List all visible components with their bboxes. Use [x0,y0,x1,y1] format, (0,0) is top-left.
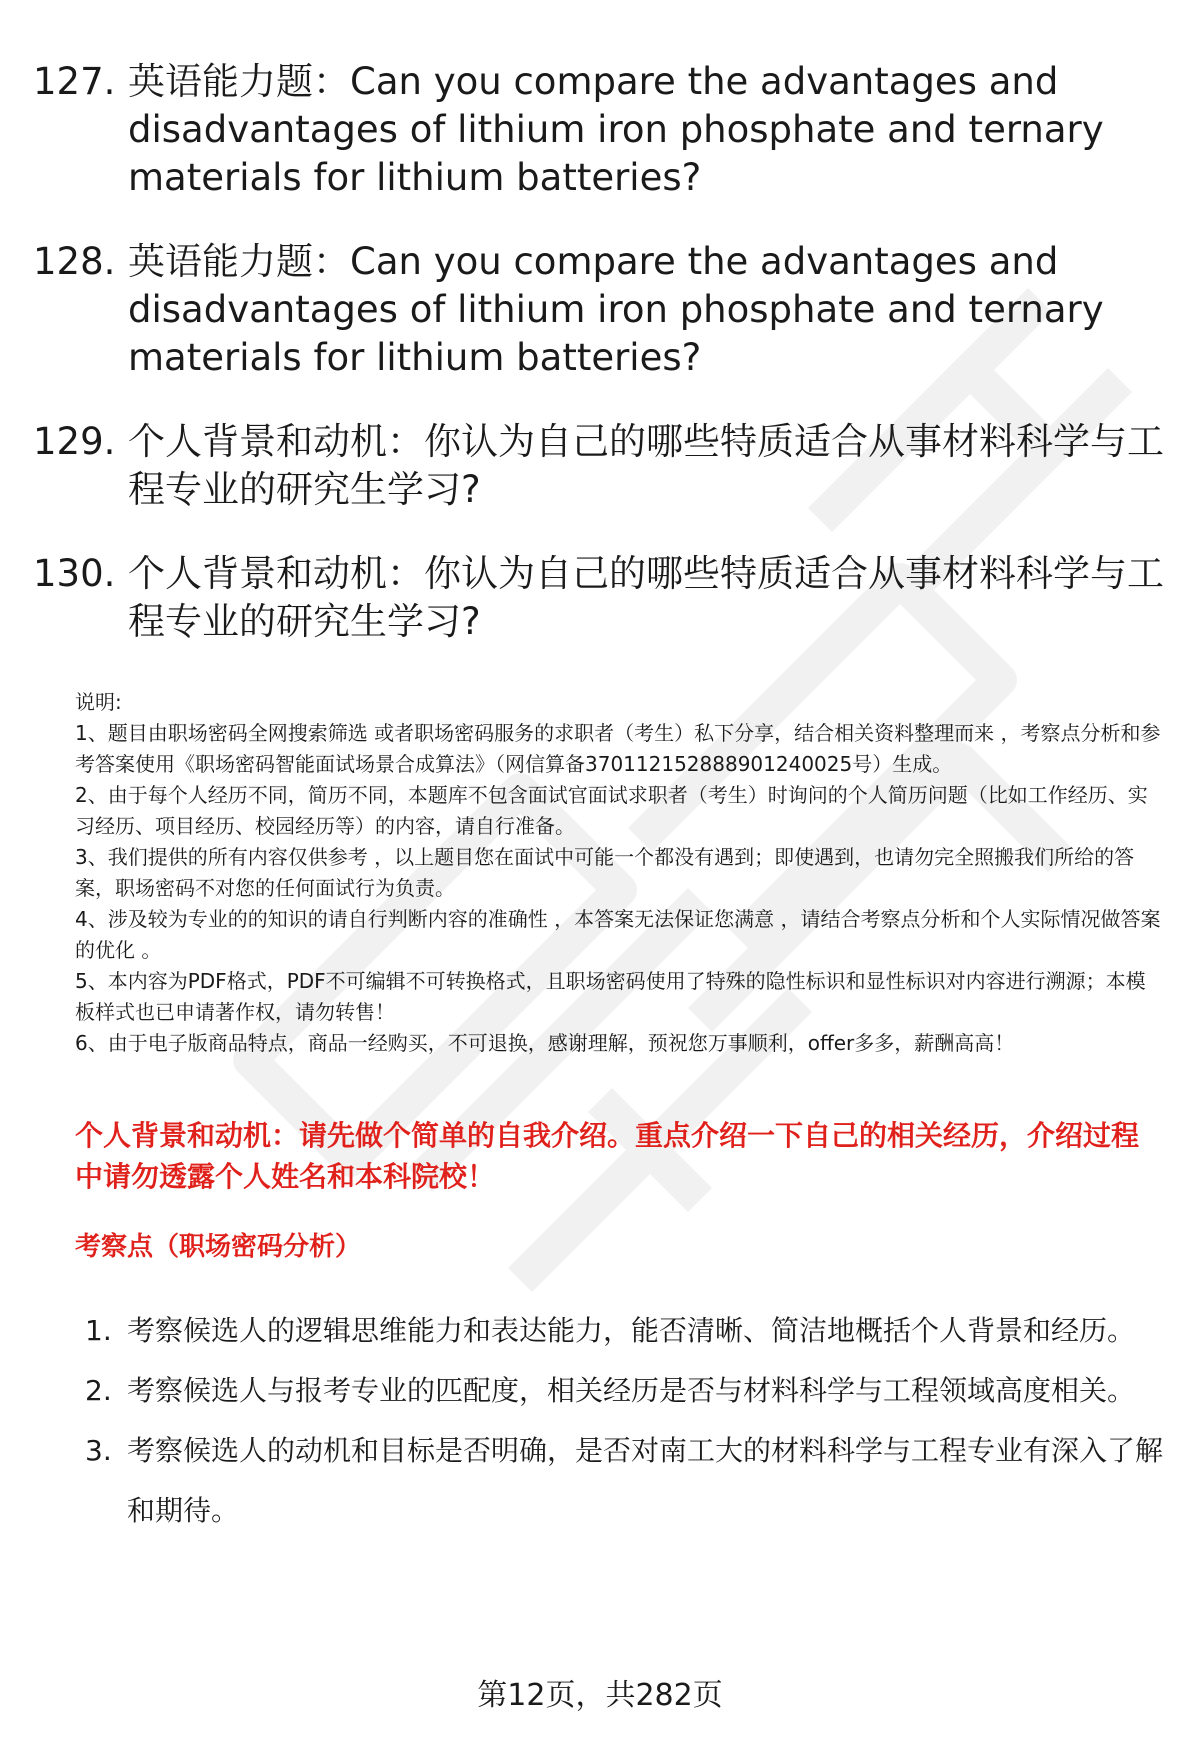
question-text: 英语能力题：Can you compare the advantages and disadvantages of lithium iron phosphate and ternary materials for lithium batteries? [128,240,1104,379]
list-item-number: 2. [85,1374,112,1407]
disclaimer-notes [75,687,1165,1059]
list-item-number: 3. [85,1434,112,1467]
page-footer: 第12页，共282页 [477,1678,723,1713]
note-item: 2、由于每个人经历不同，简历不同，本题库不包含面试官面试求职者（考生）时询问的个人简历问题（比如工作经历、实习经历、项目经历、校园经历等）的内容，请自行准备。 [75,783,1148,838]
question-text: 个人背景和动机：你认为自己的哪些特质适合从事材料科学与工程专业的研究生学习? [128,420,1164,511]
question-number: 128. [33,240,116,283]
note-item: 1、题目由职场密码全网搜索筛选 或者职场密码服务的求职者（考生）私下分享，结合相关资料整理而来 ，考察点分析和参考答案使用《职场密码智能面试场景合成算法》（网信算备370112152888901240025号）生成。 [75,721,1161,776]
list-item [85,1301,1165,1361]
question-item [33,418,1173,514]
section-title: 个人背景和动机：请先做个简单的自我介绍。重点介绍一下自己的相关经历，介绍过程中请勿透露个人姓名和本科院校！ [75,1119,1140,1193]
analysis-subtitle: 考察点（职场密码分析） [75,1232,362,1262]
analysis-points [85,1301,1165,1541]
question-text: 个人背景和动机：你认为自己的哪些特质适合从事材料科学与工程专业的研究生学习? [128,552,1164,643]
question-item [33,58,1173,202]
note-item: 6、由于电子版商品特点，商品一经购买，不可退换，感谢理解，预祝您万事顺利，offer多多，薪酬高高！ [75,1031,1015,1055]
list-item-text: 考察候选人的逻辑思维能力和表达能力，能否清晰、简洁地概括个人背景和经历。 [127,1314,1136,1347]
list-item [85,1421,1165,1541]
list-item [85,1361,1165,1421]
list-item-text: 考察候选人与报考专业的匹配度，相关经历是否与材料科学与工程领域高度相关。 [127,1374,1136,1407]
question-item [33,550,1173,646]
question-text: 英语能力题：Can you compare the advantages and disadvantages of lithium iron phosphate and ternary materials for lithium batteries? [128,60,1104,199]
note-item: 4、涉及较为专业的的知识的请自行判断内容的准确性 ，本答案无法保证您满意 ，请结合考察点分析和个人实际情况做答案的优化 。 [75,907,1161,962]
note-item: 5、本内容为PDF格式，PDF不可编辑不可转换格式，且职场密码使用了特殊的隐性标识和显性标识对内容进行溯源；本模板样式也已申请著作权，请勿转售！ [75,969,1146,1024]
note-item: 3、我们提供的所有内容仅供参考 ，以上题目您在面试中可能一个都没有遇到；即使遇到，也请勿完全照搬我们所给的答案，职场密码不对您的任何面试行为负责。 [75,845,1135,900]
notes-heading: 说明: [75,690,122,714]
question-number: 127. [33,60,116,103]
list-item-text: 考察候选人的动机和目标是否明确，是否对南工大的材料科学与工程专业有深入了解和期待。 [127,1434,1164,1527]
question-number: 129. [33,420,116,463]
question-number: 130. [33,552,116,595]
list-item-number: 1. [85,1314,112,1347]
question-list [33,58,1173,682]
question-item [33,238,1173,382]
